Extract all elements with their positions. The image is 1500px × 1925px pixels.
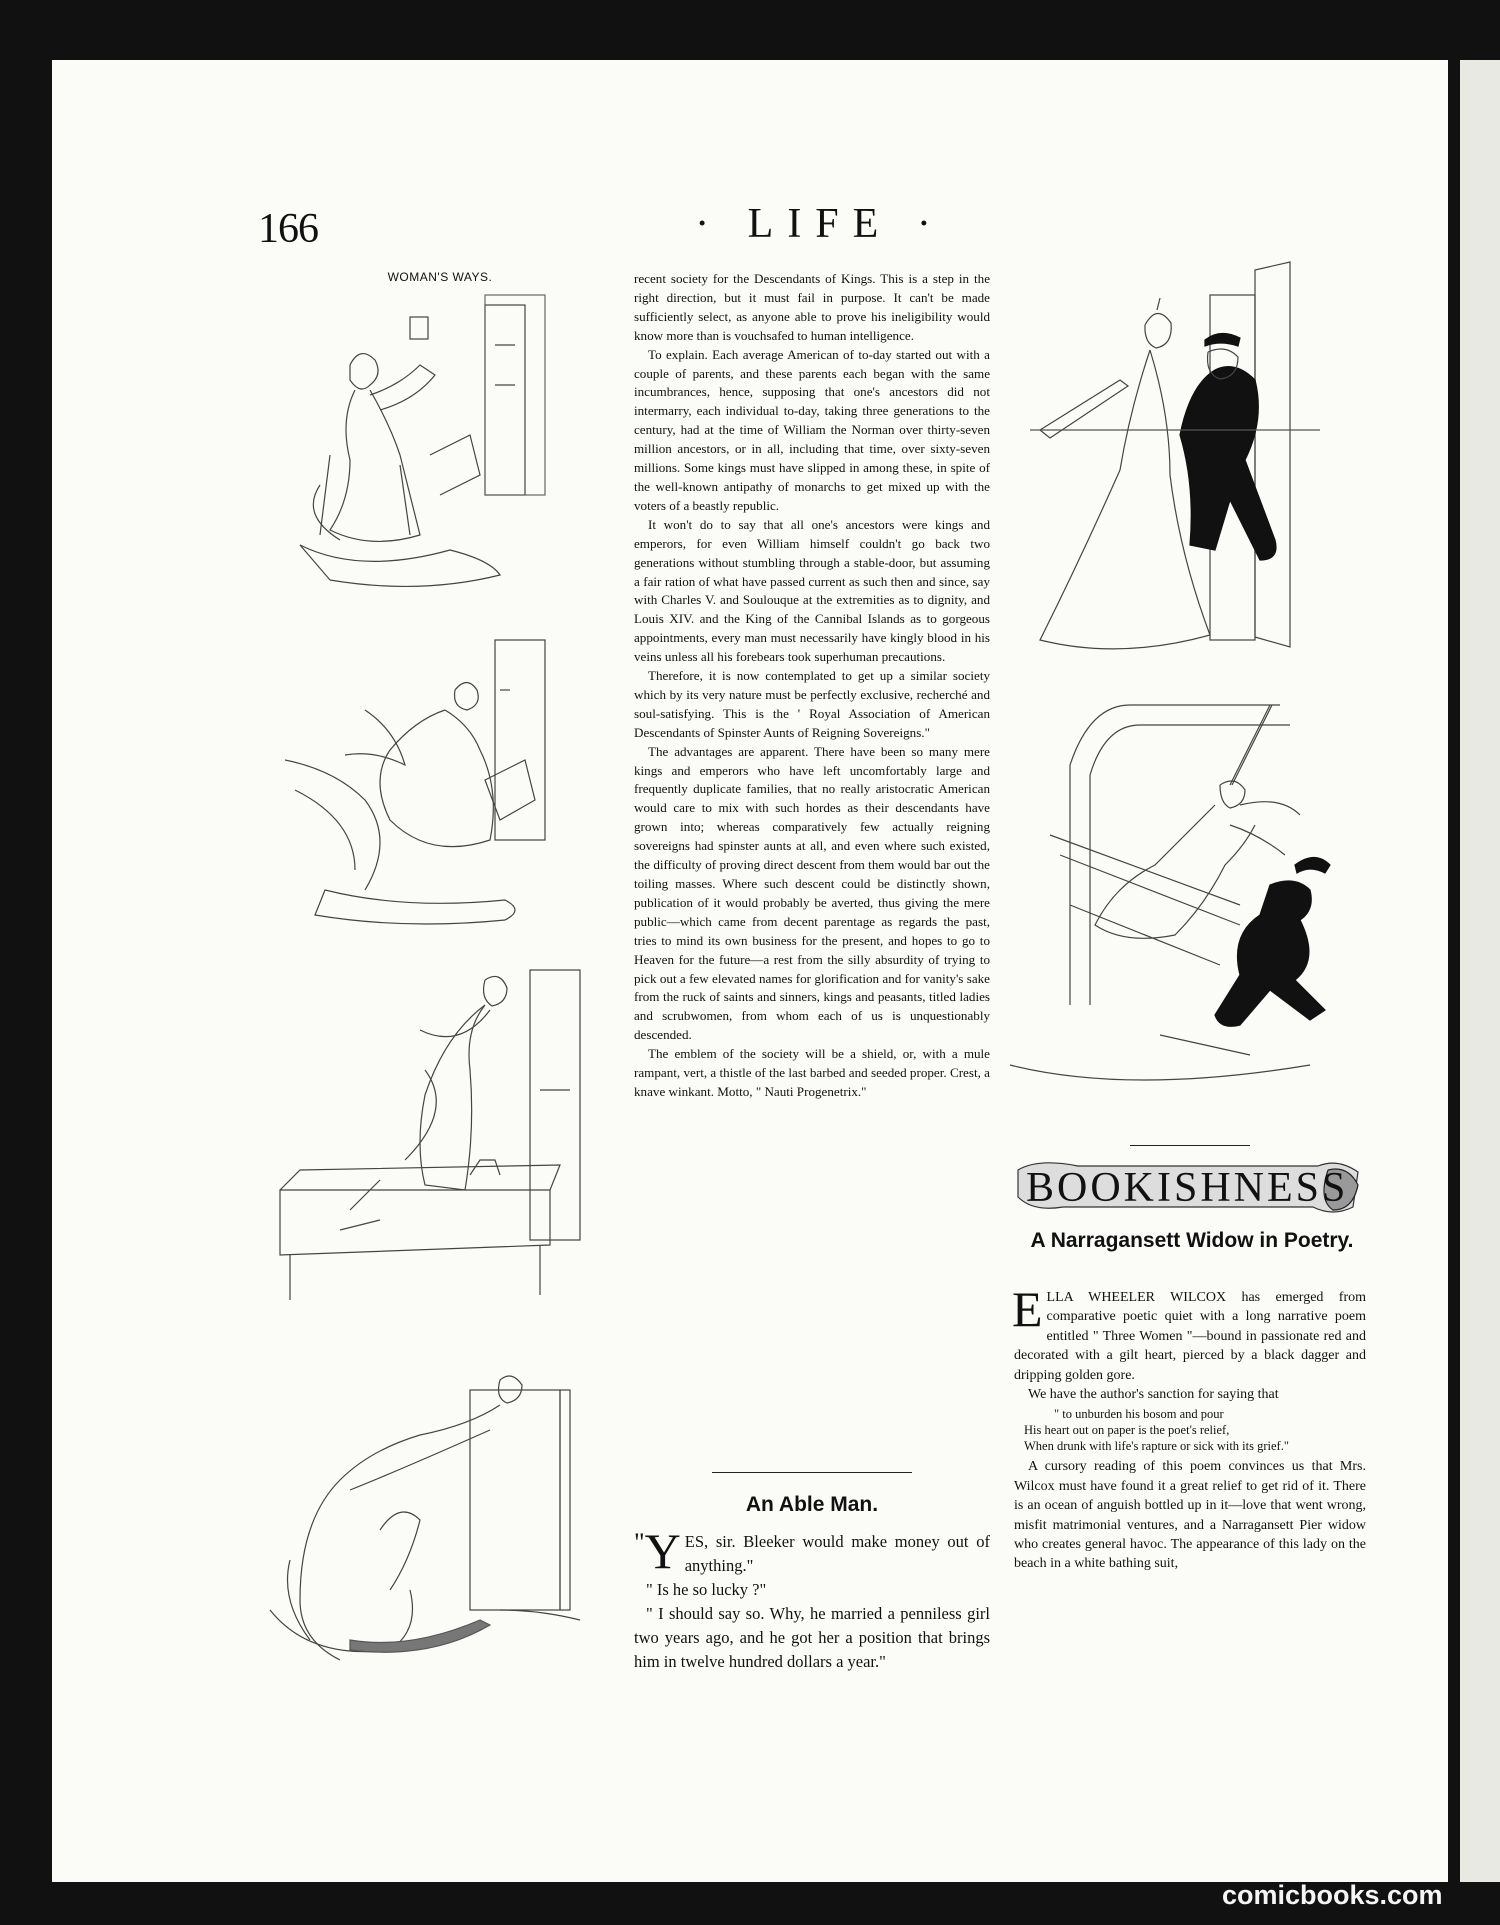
drop-cap: Y bbox=[644, 1523, 681, 1579]
middle-article-column bbox=[634, 270, 990, 1102]
womans-ways-illustration-3 bbox=[280, 970, 600, 1330]
article-paragraph: We have the author's sanction for saying that bbox=[1028, 1387, 1279, 1403]
banner-text: BOOKISHNESS bbox=[1026, 1165, 1349, 1211]
able-man-article bbox=[634, 1523, 990, 1674]
article-paragraph: recent society for the Descendants of Kings. This is a step in the right direction, but it must fail in purpose. It can't be made sufficiently select, as anyone able to prove his ineligibility would know more than is vouchsafed to human intelligence. bbox=[634, 271, 990, 343]
article-line: ES, sir. Bleeker would make money out of anything." bbox=[684, 1532, 990, 1575]
section-title: An Able Man. bbox=[745, 1493, 879, 1516]
section-divider bbox=[1130, 1145, 1250, 1146]
article-paragraph: To explain. Each average American of to-day started out with a couple of parents, and these parents each began with the same incumbrances, hence, supposing that one's ancestors did not intermarry, each individual to-day, taking three generations to the century, had at the time of William the Norman over thirty-seven million ancestors, or in all, including that time, over sixty-seven millions. Some kings must have slipped in among these, in spite of the well-known antipathy of monarchs to get mixed up with the voters of a beastly republic. bbox=[634, 346, 990, 513]
womans-ways-illustration-4 bbox=[270, 1380, 610, 1670]
article-paragraph: It won't do to say that all one's ancestors were kings and emperors, for even William himself couldn't go back two generations without stumbling through a stable-door, but assuming a fair ration of what have passed current as such then and since, say with Charles V. and Soulouque at the extremities as to dignity, and Louis XIV. and the King of the Cannibal Islands as to gorgeous appointments, every man must necessarily have kingly blood in his veins unless all his forebears took superhuman precautions. bbox=[634, 516, 990, 665]
site-watermark: comicbooks.com bbox=[1222, 1880, 1443, 1910]
article-paragraph: A cursory reading of this poem convinces us that Mrs. Wilcox must have found it a great relief to get rid of it. There is an ocean of anguish bottled up in it—love that went wrong, misfit matrimonial ventures, and a Narragansett Pier widow who creates general havoc. The appearance of this lady on the beach in a white bathing suit, bbox=[1014, 1459, 1366, 1572]
section-divider bbox=[712, 1472, 912, 1473]
door-scene-illustration bbox=[1030, 270, 1320, 660]
staircase-scene-illustration bbox=[1010, 705, 1350, 1105]
womans-ways-illustration-2 bbox=[285, 640, 585, 930]
right-article-column bbox=[1012, 1281, 1366, 1574]
bookishness-banner bbox=[1018, 1160, 1368, 1216]
section-title: A Narragansett Widow in Poetry. bbox=[1030, 1229, 1354, 1252]
book-spine bbox=[1448, 60, 1460, 1882]
article-paragraph: The advantages are apparent. There have been so many mere kings and emperors who have left uncomfortably large and frequently duplicate families, that no really aristocratic American would care to mix with such hordes as their descendants have grown into; whereas comparatively few actually reigning sovereigns had spinster aunts at all, and even where such existed, the difficulty of proving direct descent from them would bar out the toiling masses. Where such descent could be distinctly shown, publication of it would probably be averted, thus giving the mere public—which came from decent parentage as regards the past, tries to mind its own business for the present, and hopes to go to Heaven for the future—a rest from the silly absurdity of trying to pick out a few elevated names for glorification and for vanity's sake from the ruck of saints and sinners, kings and peasants, titled ladies and scrubwomen, from whom each of us is unquestionably descended. bbox=[634, 743, 990, 1043]
article-paragraph: Therefore, it is now contemplated to get up a similar society which by its very nature must be perfectly exclusive, recherché and soul-satisfying. This is the ' Royal Association of American Descendants of Spinster Aunts of Reigning Sovereigns." bbox=[634, 668, 990, 740]
verse-quote bbox=[1024, 1406, 1366, 1454]
verse-line: His heart out on paper is the poet's relief, bbox=[1024, 1423, 1230, 1438]
womans-ways-illustration-1 bbox=[290, 295, 590, 595]
article-line: " I should say so. Why, he married a penniless girl two years ago, and he got her a position that brings him in twelve hundred dollars a year." bbox=[634, 1604, 990, 1671]
next-page-edge bbox=[1460, 60, 1500, 1882]
page-number: 166 bbox=[258, 206, 318, 252]
verse-line: " to unburden his bosom and pour bbox=[1054, 1407, 1224, 1422]
open-quote: " bbox=[634, 1528, 645, 1557]
article-paragraph: LLA WHEELER WILCOX has emerged from comparative poetic quiet with a long narrative poem entitled " Three Women "—bound in passionate red and decorated with a gilt heart, pierced by a black dagger and dripping golden gore. bbox=[1014, 1290, 1366, 1383]
article-line: " Is he so lucky ?" bbox=[646, 1580, 767, 1599]
verse-line: When drunk with life's rapture or sick with its grief." bbox=[1024, 1439, 1289, 1454]
illustration-caption: WOMAN'S WAYS. bbox=[387, 270, 493, 284]
masthead-title: · LIFE · bbox=[695, 201, 945, 247]
drop-cap: E bbox=[1012, 1281, 1043, 1337]
article-paragraph: The emblem of the society will be a shield, or, with a mule rampant, vert, a thistle of the last barbed and seeded proper. Crest, a knave winkant. Motto, " Nauti Progenetrix." bbox=[634, 1046, 990, 1099]
